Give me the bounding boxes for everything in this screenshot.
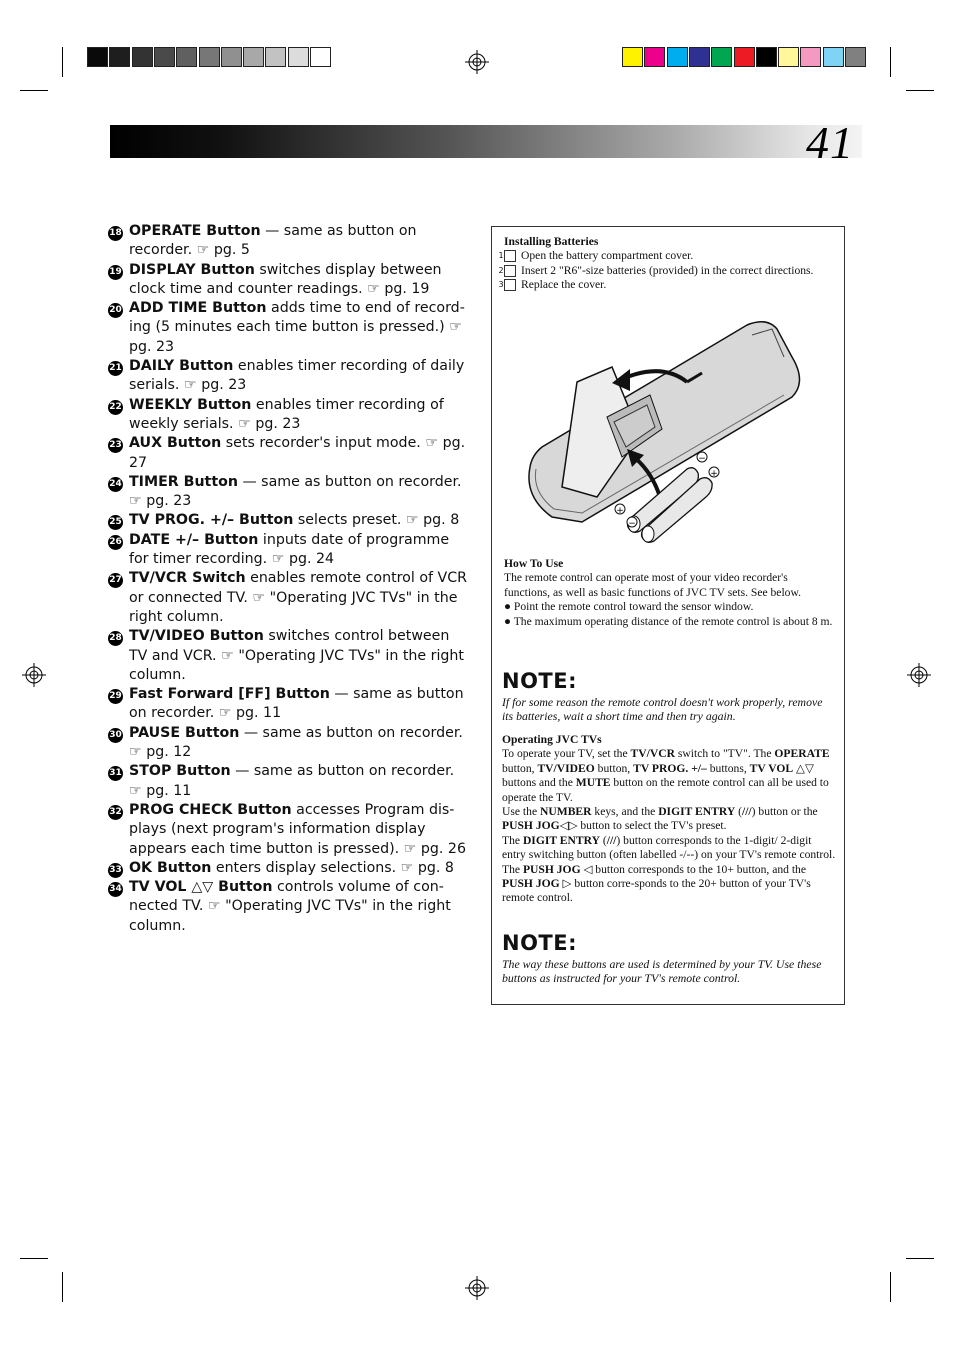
item-text: [129, 299, 468, 357]
bullet-item: ● The maximum operating distance of the remote control is about 8 m.: [504, 614, 833, 628]
gray-swatch: [288, 47, 309, 67]
color-swatch: [689, 47, 710, 67]
button-list-item: [108, 569, 468, 627]
button-description: — same as button on recorder.: [239, 724, 463, 741]
page-reference-icon: ☞: [129, 744, 142, 761]
item-number: 28: [108, 627, 129, 685]
button-description: switches control between TV and VCR.: [129, 628, 450, 664]
button-name: ADD TIME Button: [129, 300, 267, 317]
bullet-item: ● Point the remote control toward the sensor window.: [504, 600, 754, 614]
note-heading: NOTE:: [502, 669, 577, 693]
button-description: switches display between clock time and counter readings.: [129, 261, 442, 297]
button-description: accesses Program dis-plays (next program's information display appears each time button is pressed).: [129, 801, 455, 857]
bullet-icon: ●: [504, 614, 514, 628]
item-number: 24: [108, 473, 129, 512]
button-name: WEEKLY Button: [129, 396, 252, 413]
color-swatch: [711, 47, 732, 67]
page-reference-icon: ☞: [129, 493, 142, 510]
item-text: [129, 724, 468, 763]
page-reference: pg. 8: [423, 512, 460, 529]
registration-mark-icon: [465, 1276, 489, 1300]
polarity-plus: +: [616, 506, 624, 516]
page-reference-icon: ☞: [367, 280, 380, 297]
button-list-item: [108, 299, 468, 357]
color-swatch: [778, 47, 799, 67]
color-swatch: [823, 47, 844, 67]
page-reference-icon: ☞: [183, 377, 197, 394]
item-number: 23: [108, 434, 129, 473]
item-number: 21: [108, 357, 129, 396]
battery-step: [498, 278, 834, 292]
button-description: — same as button on recorder.: [129, 223, 417, 259]
page-reference-icon: ☞: [271, 551, 285, 568]
page-reference: pg. 27: [129, 435, 466, 471]
page-reference-icon: ☞: [129, 782, 142, 799]
registration-mark-icon: [22, 663, 46, 687]
item-number: 33: [108, 859, 129, 878]
button-list-item: [108, 222, 468, 261]
battery-step: [498, 249, 834, 263]
step-text: Open the battery compartment cover.: [521, 249, 694, 263]
crop-mark: [890, 1272, 891, 1302]
button-list-item: [108, 724, 468, 763]
item-number: 26: [108, 531, 129, 570]
button-name: DATE +/– Button: [129, 531, 259, 548]
digit-entry-icon: ///: [741, 805, 752, 819]
page-reference: pg. 11: [236, 705, 282, 722]
button-description: enables timer recording of weekly serials.: [129, 396, 444, 432]
polarity-minus: −: [628, 519, 636, 529]
note-text: The way these buttons are used is determined by your TV. Use these buttons as instructed for your TV's remote control.: [502, 957, 822, 985]
button-name: TV/VCR Switch: [129, 570, 246, 587]
color-swatch: [622, 47, 643, 67]
item-text: [129, 396, 468, 435]
page-reference-icon: ☞: [207, 898, 221, 915]
page-reference-icon: ☞: [405, 512, 419, 529]
gray-swatch: [221, 47, 242, 67]
battery-steps: [498, 249, 834, 292]
how-to-use-section: [504, 557, 834, 629]
color-swatch: [644, 47, 665, 67]
batteries-section: [498, 235, 834, 293]
crop-mark: [906, 90, 934, 91]
operating-jvc-section: [502, 733, 836, 906]
button-description-list: [108, 222, 468, 936]
button-name: AUX Button: [129, 435, 222, 452]
color-swatch: [845, 47, 866, 67]
item-number: 29: [108, 685, 129, 724]
page-reference: "Operating JVC TVs" in the right column.: [129, 647, 464, 683]
operating-jvc-paragraph: Use the NUMBER keys, and the DIGIT ENTRY (///) button or the PUSH JOG◁▷ button to select the TV's preset.: [502, 805, 818, 833]
button-description: — same as button on recorder.: [129, 686, 464, 722]
page-reference: pg. 26: [420, 840, 466, 857]
page-reference: pg. 23: [201, 377, 247, 394]
page-reference: pg. 23: [146, 493, 192, 510]
operating-jvc-paragraph: To operate your TV, set the TV/VCR switch to "TV". The OPERATE button, TV/VIDEO button, TV PROG. +/– buttons, TV VOL △▽ buttons and the MUTE button on the remote control can all be used to operate the TV.: [502, 747, 830, 804]
gray-swatch: [199, 47, 220, 67]
item-text: [129, 627, 468, 685]
item-text: [129, 801, 468, 859]
button-list-item: [108, 878, 468, 936]
step-number: 3: [504, 279, 516, 291]
polarity-plus: +: [710, 469, 718, 479]
how-to-use-bullets: [504, 600, 834, 629]
button-list-item: [108, 396, 468, 435]
crop-mark: [890, 47, 891, 77]
item-number: 34: [108, 878, 129, 936]
button-list-item: [108, 511, 468, 530]
digit-entry-icon: ///: [606, 833, 617, 847]
battery-step: [498, 263, 834, 278]
item-text: [129, 531, 468, 570]
button-name: PAUSE Button: [129, 724, 240, 741]
registration-mark-icon: [465, 50, 489, 74]
button-description: selects preset.: [293, 512, 406, 529]
gray-swatch: [154, 47, 175, 67]
page-reference-icon: ☞: [196, 242, 210, 259]
item-number: 32: [108, 801, 129, 859]
button-description: controls volume of con-nected TV.: [129, 879, 444, 915]
crop-mark: [62, 1272, 63, 1302]
button-name: TIMER Button: [129, 473, 238, 490]
item-text: [129, 859, 454, 878]
gray-swatch: [109, 47, 130, 67]
page-reference: pg. 8: [417, 859, 454, 876]
button-name: Fast Forward [FF] Button: [129, 686, 330, 703]
item-text: [129, 685, 468, 724]
button-list-item: [108, 762, 468, 801]
page-reference: pg. 23: [255, 415, 301, 432]
button-name: TV PROG. +/– Button: [129, 512, 294, 529]
remote-control-illustration: [522, 317, 812, 547]
bullet-icon: ●: [504, 600, 514, 614]
page-reference-icon: ☞: [449, 319, 462, 336]
how-to-use-body: The remote control can operate most of your video recorder's functions, as well as basic functions of JVC TV sets. See below.: [504, 571, 801, 599]
item-text: [129, 261, 468, 300]
page-reference: pg. 19: [384, 280, 430, 297]
item-text: [129, 762, 468, 801]
button-list-item: [108, 261, 468, 300]
item-text: [129, 434, 468, 473]
color-swatch: [800, 47, 821, 67]
note-text: If for some reason the remote control doesn't work properly, remove its batteries, wait a short time and then try again.: [502, 695, 823, 723]
gray-swatch: [176, 47, 197, 67]
button-description: inputs date of programme for timer recording.: [129, 531, 450, 568]
page-reference-icon: ☞: [221, 647, 234, 664]
polarity-minus: −: [698, 454, 706, 464]
crop-mark: [62, 47, 63, 77]
button-description: — same as button on recorder.: [237, 473, 462, 490]
button-description: enters display selections.: [211, 859, 401, 876]
gray-swatch: [87, 47, 108, 67]
gray-swatch: [265, 47, 286, 67]
button-list-item: [108, 801, 468, 859]
item-text: [129, 473, 468, 512]
item-number: 27: [108, 569, 129, 627]
page-reference-icon: ☞: [252, 589, 266, 606]
button-name: TV/VIDEO Button: [129, 628, 264, 645]
button-description: enables timer recording of daily serials.: [129, 358, 465, 394]
item-number: 31: [108, 762, 129, 801]
item-number: 18: [108, 222, 129, 261]
how-to-use-title: How To Use: [504, 557, 564, 570]
step-text: Replace the cover.: [521, 278, 607, 292]
page-reference: "Operating JVC TVs" in the right column.: [129, 898, 451, 934]
item-number: 30: [108, 724, 129, 763]
batteries-title: Installing Batteries: [504, 235, 599, 248]
registration-mark-icon: [907, 663, 931, 687]
step-text: Insert 2 "R6"-size batteries (provided) in the correct directions.: [521, 263, 814, 277]
item-text: [129, 511, 459, 530]
gray-swatch: [132, 47, 153, 67]
item-text: [129, 569, 468, 627]
button-list-item: [108, 627, 468, 685]
button-list-item: [108, 473, 468, 512]
button-name: OPERATE Button: [129, 223, 261, 239]
crop-mark: [20, 90, 48, 91]
header-gradient-bar: [110, 125, 862, 158]
button-name: STOP Button: [129, 763, 231, 780]
crop-mark: [20, 1258, 48, 1259]
step-number: 1: [504, 250, 516, 262]
info-box: [491, 226, 845, 1005]
button-name: PROG CHECK Button: [129, 801, 292, 818]
item-number: 20: [108, 299, 129, 357]
button-list-item: [108, 357, 468, 396]
button-name: DAILY Button: [129, 358, 234, 375]
color-swatch: [667, 47, 688, 67]
page-reference-icon: ☞: [218, 705, 232, 722]
color-swatch: [756, 47, 777, 67]
button-name: DISPLAY Button: [129, 261, 255, 278]
page-reference-icon: ☞: [403, 840, 417, 857]
button-name: OK Button: [129, 859, 212, 876]
page-reference-icon: ☞: [425, 435, 439, 452]
page-reference: pg. 11: [146, 782, 192, 799]
operating-jvc-title: Operating JVC TVs: [502, 733, 602, 746]
item-text: [129, 357, 468, 396]
button-list-item: [108, 685, 468, 724]
operating-jvc-paragraph: The DIGIT ENTRY (///) button corresponds to the 1-digit/ 2-digit entry switching button (often labelled -/--) on your TV's remote control. The PUSH JOG ◁ button corresponds to the 10+ button, and the PUSH JOG ▷ button corre-sponds to the 20+ button of your TV's remote control.: [502, 833, 836, 905]
note-heading: NOTE:: [502, 931, 577, 955]
gray-swatch: [243, 47, 264, 67]
button-list-item: [108, 434, 468, 473]
button-description: enables remote control of VCR or connected TV.: [129, 570, 467, 606]
item-number: 19: [108, 261, 129, 300]
item-text: [129, 222, 468, 261]
page-reference: pg. 24: [288, 551, 335, 568]
item-text: [129, 878, 468, 936]
item-number: 25: [108, 511, 129, 530]
page-reference: pg. 5: [213, 242, 250, 259]
page-reference-icon: ☞: [238, 415, 251, 432]
page-reference: pg. 23: [129, 338, 175, 355]
color-swatch: [734, 47, 755, 67]
button-name: TV VOL △▽ Button: [129, 879, 273, 896]
step-number: 2: [504, 265, 516, 277]
button-list-item: [108, 531, 468, 570]
page-number: 41: [806, 117, 854, 168]
button-description: — same as button on recorder.: [230, 763, 455, 780]
page-reference-icon: ☞: [400, 859, 414, 876]
page-reference: "Operating JVC TVs" in the right column.: [129, 589, 458, 625]
page-reference: pg. 12: [146, 744, 192, 761]
item-number: 22: [108, 396, 129, 435]
button-list-item: [108, 859, 468, 878]
crop-mark: [906, 1258, 934, 1259]
gray-swatch: [310, 47, 331, 67]
button-description: sets recorder's input mode.: [221, 435, 426, 452]
button-description: adds time to end of record-ing (5 minutes each time button is pressed.): [129, 300, 465, 336]
